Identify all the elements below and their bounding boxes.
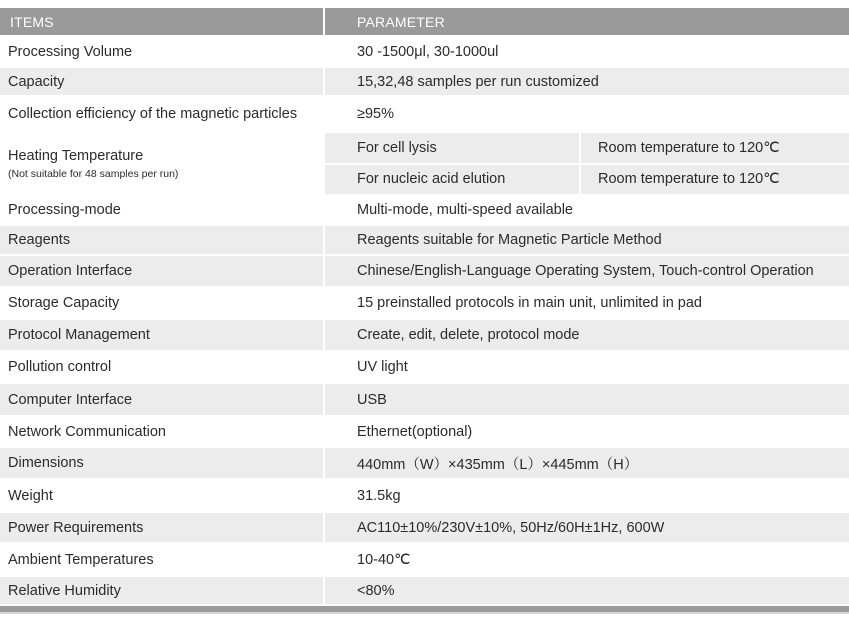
row-item: Pollution control bbox=[0, 352, 325, 382]
row-item: Processing Volume bbox=[0, 37, 325, 66]
row-value: UV light bbox=[357, 359, 408, 375]
row-value: 440mm（W）×435mm（L）×445mm（H） bbox=[357, 456, 639, 473]
header-parameter: PARAMETER bbox=[357, 13, 445, 30]
row-value: Chinese/English-Language Operating System, Touch-control Operation bbox=[357, 263, 814, 279]
table-row bbox=[0, 480, 849, 513]
table-row bbox=[0, 577, 849, 606]
table-row bbox=[0, 352, 849, 384]
row-value: 31.5kg bbox=[357, 487, 401, 504]
table-row bbox=[0, 448, 849, 480]
table-row-heating bbox=[0, 133, 849, 196]
table-row bbox=[0, 256, 849, 288]
row-value: 15 preinstalled protocols in main unit, unlimited in pad bbox=[357, 295, 702, 311]
row-value: <80% bbox=[357, 582, 395, 599]
row-item: Processing-mode bbox=[0, 196, 325, 224]
row-value: AC110±10%/230V±10%, 50Hz/60H±1Hz, 600W bbox=[357, 519, 665, 536]
table-row bbox=[0, 37, 849, 68]
header-items: ITEMS bbox=[0, 8, 325, 35]
table-row bbox=[0, 384, 849, 417]
row-value: 30 -1500μl, 30-1000ul bbox=[357, 43, 499, 60]
row-item: Weight bbox=[0, 480, 325, 511]
table-row bbox=[0, 513, 849, 544]
table-row bbox=[0, 288, 849, 320]
row-item: Dimensions bbox=[0, 448, 325, 478]
row-item: Network Communication bbox=[0, 417, 325, 446]
heating-title: Heating Temperature bbox=[8, 147, 144, 164]
table-header bbox=[0, 8, 849, 37]
row-value: Create, edit, delete, protocol mode bbox=[357, 327, 580, 343]
heating-note: (Not suitable for 48 samples per run) bbox=[8, 167, 179, 180]
row-item: Capacity bbox=[0, 68, 325, 95]
row-item: Storage Capacity bbox=[0, 288, 325, 318]
subrow-value: Room temperature to 120℃ bbox=[598, 139, 780, 156]
heating-subrow bbox=[325, 133, 849, 163]
row-item: Relative Humidity bbox=[0, 577, 325, 604]
table-row bbox=[0, 417, 849, 448]
row-item: Reagents bbox=[0, 226, 325, 254]
subrow-label: For nucleic acid elution bbox=[325, 165, 581, 194]
row-item: Protocol Management bbox=[0, 320, 325, 350]
table-row bbox=[0, 226, 849, 256]
table-row bbox=[0, 196, 849, 226]
row-item: Power Requirements bbox=[0, 513, 325, 542]
heating-subrows bbox=[325, 133, 849, 194]
table-bottom-line bbox=[0, 612, 849, 614]
row-item-heating bbox=[0, 133, 325, 194]
row-value: USB bbox=[357, 391, 387, 408]
spec-table bbox=[0, 8, 849, 606]
table-row bbox=[0, 544, 849, 577]
table-row bbox=[0, 320, 849, 352]
row-value: Multi-mode, multi-speed available bbox=[357, 202, 573, 218]
row-item: Collection efficiency of the magnetic particles bbox=[0, 97, 325, 131]
row-value: Ethernet(optional) bbox=[357, 423, 473, 440]
table-row bbox=[0, 68, 849, 97]
row-value: ≥95% bbox=[357, 106, 394, 122]
row-item: Operation Interface bbox=[0, 256, 325, 286]
row-value: 15,32,48 samples per run customized bbox=[357, 73, 599, 90]
subrow-value: Room temperature to 120℃ bbox=[598, 171, 780, 188]
row-item: Computer Interface bbox=[0, 384, 325, 415]
table-row bbox=[0, 97, 849, 133]
row-item: Ambient Temperatures bbox=[0, 544, 325, 575]
subrow-label: For cell lysis bbox=[325, 133, 581, 163]
heating-subrow bbox=[325, 163, 849, 194]
row-value: 10-40℃ bbox=[357, 551, 411, 568]
row-value: Reagents suitable for Magnetic Particle Method bbox=[357, 232, 662, 248]
